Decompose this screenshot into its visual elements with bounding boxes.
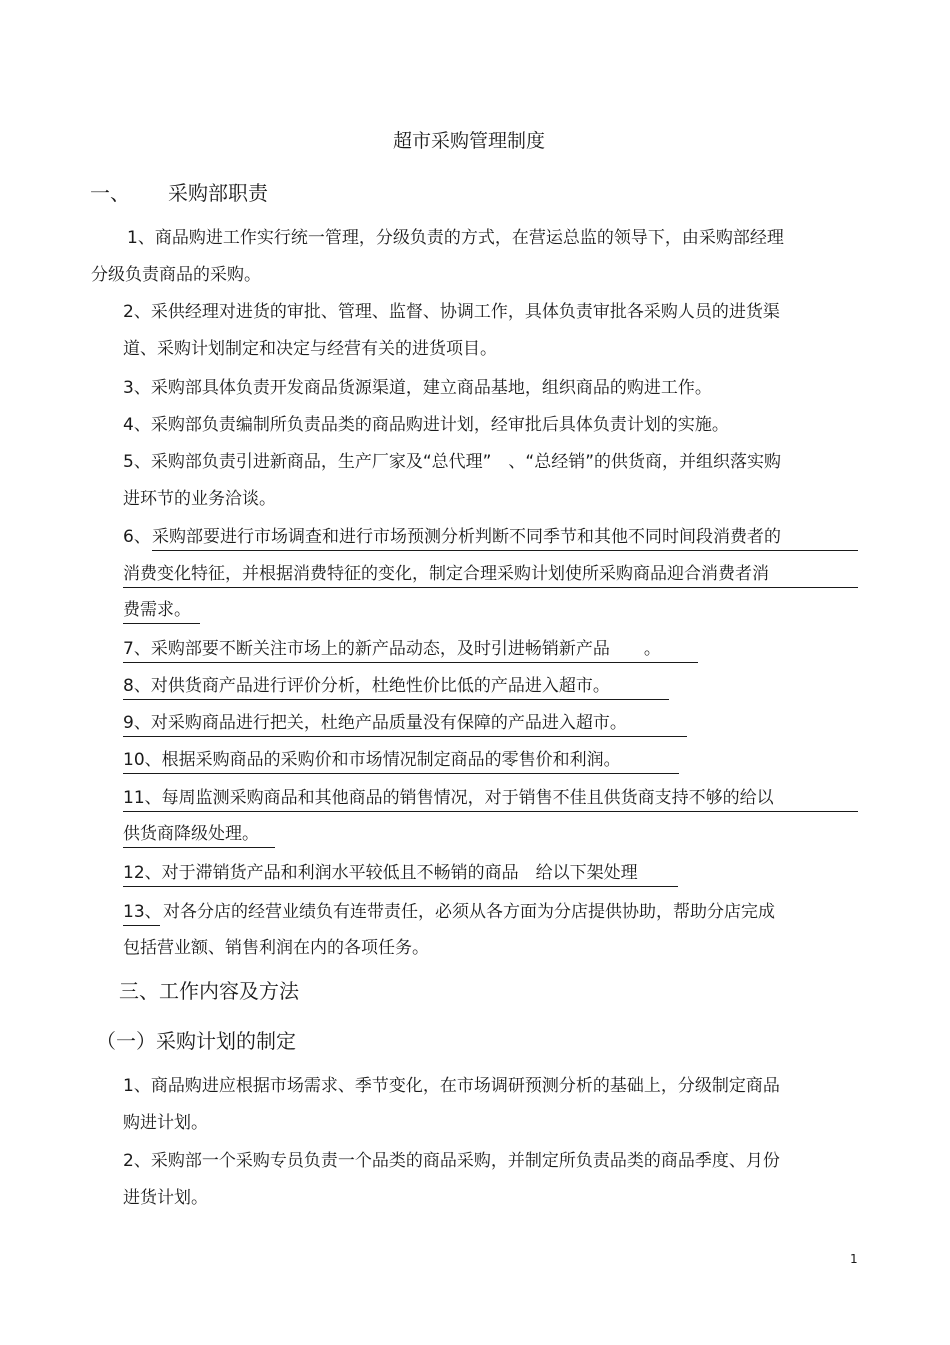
- item-10: 10、根据采购商品的采购价和市场情况制定商品的零售价和利润。: [123, 750, 679, 774]
- sub-item-2-line-1: 2、采购部一个采购专员负责一个品类的商品采购，并制定所负责品类的商品季度、月份: [123, 1151, 780, 1171]
- sub-item-1-line-2: 购进计划。: [123, 1113, 208, 1133]
- item-5-line-1: 5、采购部负责引进新商品，生产厂家及“总代理” 、“总经销”的供货商，并组织落实购: [123, 452, 782, 472]
- item-9: 9、对采购商品进行把关，杜绝产品质量没有保障的产品进入超市。: [123, 713, 687, 737]
- subsection-1-heading: （一）采购计划的制定: [96, 1029, 296, 1053]
- item-2-line-1: 2、采供经理对进货的审批、管理、监督、协调工作，具体负责审批各采购人员的进货渠: [123, 302, 780, 322]
- item-1-line-2: 分级负责商品的采购。: [91, 265, 261, 285]
- item-6-line-2: 消费变化特征，并根据消费特征的变化，制定合理采购计划使所采购商品迎合消费者消: [123, 564, 858, 588]
- item-13-line-2: 包括营业额、销售利润在内的各项任务。: [123, 938, 429, 958]
- item-1-line-1: 1、商品购进工作实行统一管理，分级负责的方式，在营运总监的领导下，由采购部经理: [127, 228, 784, 248]
- item-3: 3、采购部具体负责开发商品货源渠道，建立商品基地，组织商品的购进工作。: [123, 378, 712, 398]
- sub-item-1-line-1: 1、商品购进应根据市场需求、季节变化，在市场调研预测分析的基础上，分级制定商品: [123, 1076, 780, 1096]
- item-4: 4、采购部负责编制所负责品类的商品购进计划，经审批后具体负责计划的实施。: [123, 415, 729, 435]
- item-2-line-2: 道、采购计划制定和决定与经营有关的进货项目。: [123, 339, 497, 359]
- item-13-number: 13、: [123, 902, 160, 926]
- section-3-heading: 三、工作内容及方法: [119, 979, 299, 1003]
- section-number: 一、: [90, 181, 130, 205]
- item-11-line-1: 11、每周监测采购商品和其他商品的销售情况，对于销售不佳且供货商支持不够的给以: [123, 788, 858, 812]
- document-title: 超市采购管理制度: [392, 130, 545, 152]
- item-11-line-2: 供货商降级处理。: [123, 824, 275, 848]
- item-6-number: 6、: [123, 527, 151, 547]
- item-6-line-1: 采购部要进行市场调查和进行市场预测分析判断不同季节和其他不同时间段消费者的: [152, 527, 858, 551]
- item-13-line-1: 对各分店的经营业绩负有连带责任，必须从各方面为分店提供协助，帮助分店完成: [163, 902, 775, 922]
- page-number: 1: [850, 1252, 858, 1266]
- sub-item-2-line-2: 进货计划。: [123, 1188, 208, 1208]
- section-heading: 采购部职责: [168, 181, 268, 205]
- item-12: 12、对于滞销货产品和利润水平较低且不畅销的商品 给以下架处理: [123, 863, 678, 887]
- item-5-line-2: 进环节的业务洽谈。: [123, 489, 276, 509]
- item-7: 7、采购部要不断关注市场上的新产品动态，及时引进畅销新产品 。: [123, 639, 698, 663]
- item-8: 8、对供货商产品进行评价分析，杜绝性价比低的产品进入超市。: [123, 676, 669, 700]
- item-6-line-3: 费需求。: [123, 600, 200, 624]
